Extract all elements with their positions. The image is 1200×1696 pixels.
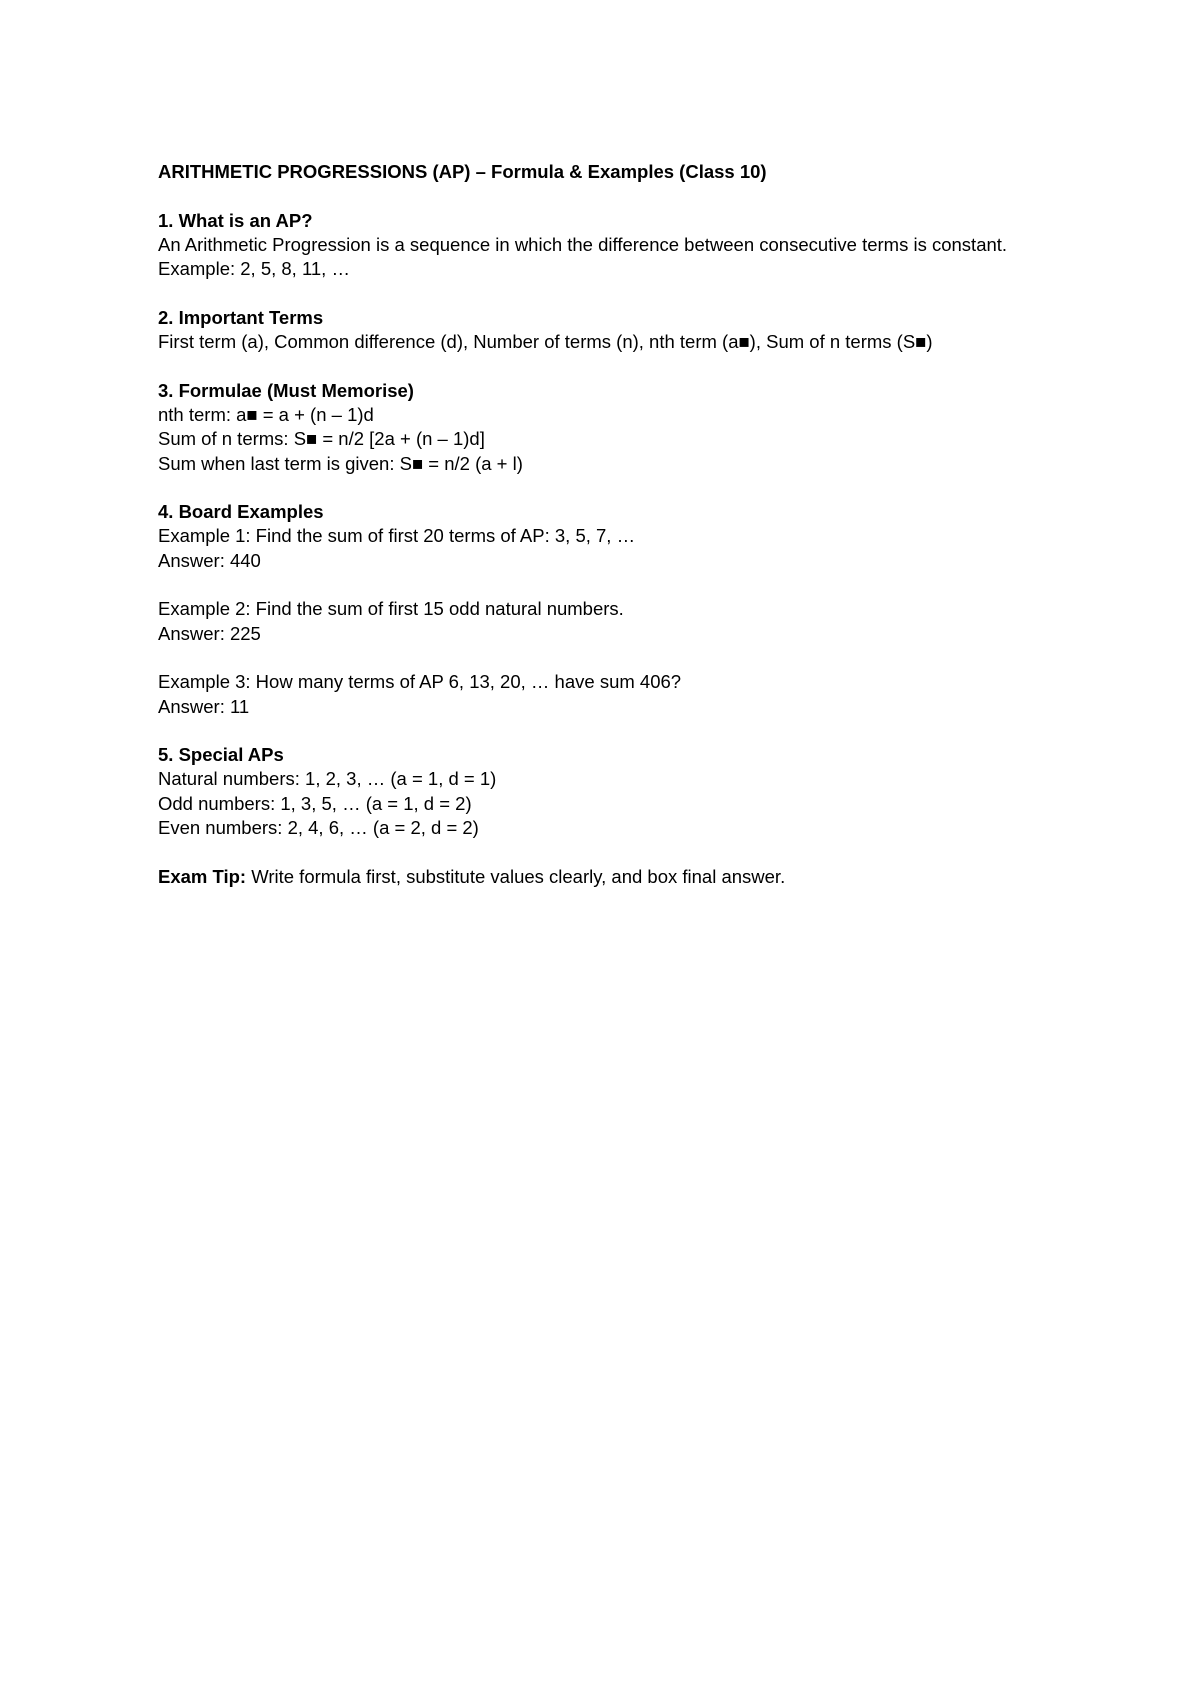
spacer <box>158 354 1058 378</box>
formula-nth-term: nth term: a■ = a + (n – 1)d <box>158 403 374 425</box>
important-terms-list: First term (a), Common difference (d), Number of terms (n), nth term (a■), Sum of n terms (S■) <box>158 331 933 353</box>
spacer <box>158 476 1058 500</box>
section-heading-board-examples: 4. Board Examples <box>158 501 324 523</box>
ap-definition: An Arithmetic Progression is a sequence in which the difference between consecutive terms is constant. <box>158 233 1008 255</box>
formula-sum-n-terms: Sum of n terms: S■ = n/2 [2a + (n – 1)d] <box>158 428 485 450</box>
section-heading-formulae: 3. Formulae (Must Memorise) <box>158 379 414 401</box>
exam-tip-text: Write formula first, substitute values clearly, and box final answer. <box>246 865 786 887</box>
ap-example: Example: 2, 5, 8, 11, … <box>158 258 350 280</box>
exam-tip-label: Exam Tip: <box>158 865 247 887</box>
example-answer: Answer: 225 <box>158 622 261 644</box>
special-ap-natural: Natural numbers: 1, 2, 3, … (a = 1, d = 1) <box>158 768 497 790</box>
exam-tip <box>158 865 1058 889</box>
section-heading-what-is-ap: 1. What is an AP? <box>158 209 313 231</box>
special-ap-even: Even numbers: 2, 4, 6, … (a = 2, d = 2) <box>158 817 479 839</box>
special-ap-odd: Odd numbers: 1, 3, 5, … (a = 1, d = 2) <box>158 792 472 814</box>
spacer <box>158 573 1058 597</box>
example-question: Example 3: How many terms of AP 6, 13, 20, … have sum 406? <box>158 671 682 693</box>
example-question: Example 2: Find the sum of first 15 odd natural numbers. <box>158 598 624 620</box>
example-answer: Answer: 11 <box>158 695 250 717</box>
spacer <box>158 281 1058 305</box>
example-question: Example 1: Find the sum of first 20 terms of AP: 3, 5, 7, … <box>158 525 636 547</box>
formula-sum-last-term: Sum when last term is given: S■ = n/2 (a + l) <box>158 452 523 474</box>
section-heading-special-aps: 5. Special APs <box>158 744 284 766</box>
spacer <box>158 184 1058 208</box>
document-title: ARITHMETIC PROGRESSIONS (AP) – Formula & Examples (Class 10) <box>158 161 767 182</box>
example-answer: Answer: 440 <box>158 549 261 571</box>
spacer <box>158 646 1058 670</box>
document-page <box>158 160 1058 889</box>
spacer <box>158 840 1058 864</box>
spacer <box>158 719 1058 743</box>
section-heading-important-terms: 2. Important Terms <box>158 306 324 328</box>
